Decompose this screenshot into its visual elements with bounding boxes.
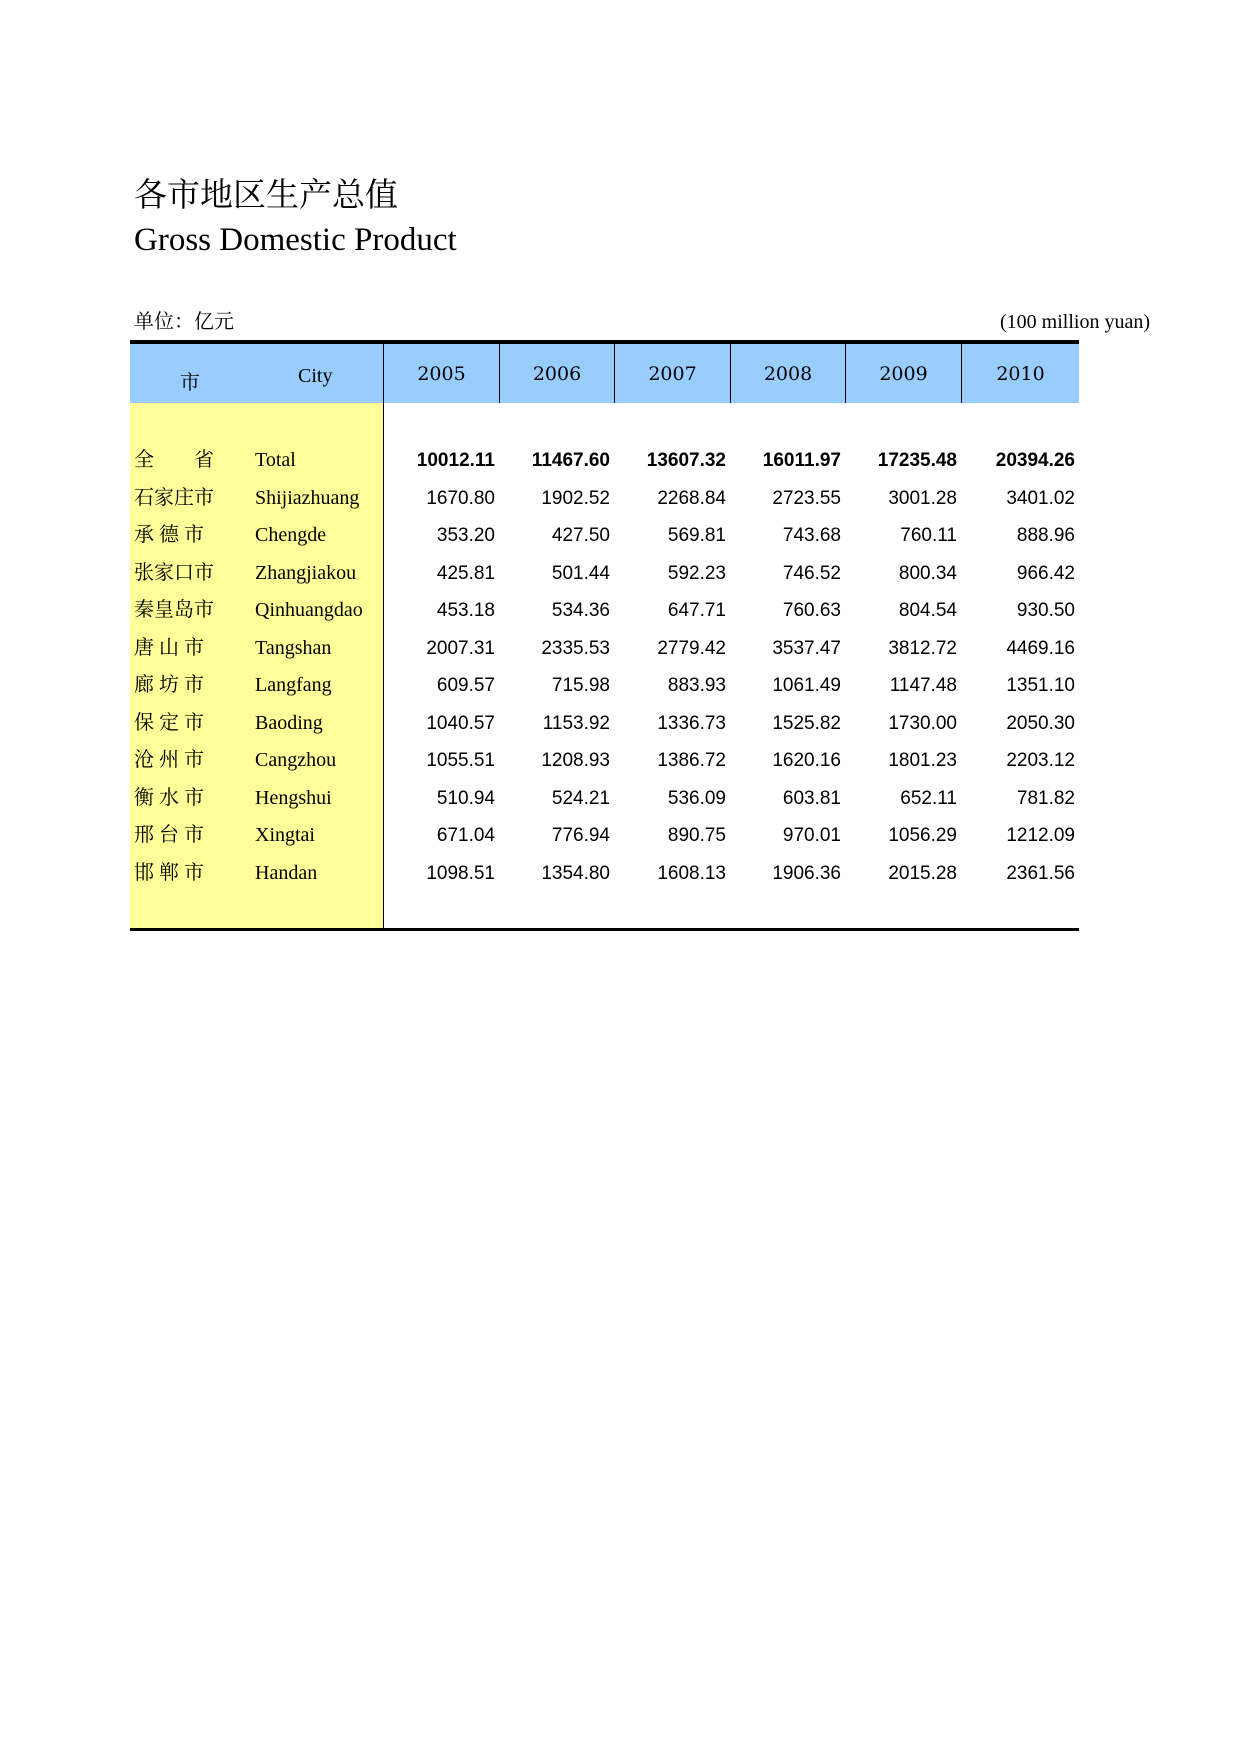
city-name-cn: 邢 台 市 [134, 824, 204, 846]
gdp-value-2009: 1730.00 [888, 712, 957, 734]
gdp-value-2005: 609.57 [436, 675, 495, 696]
gdp-value-2005: 425.81 [436, 562, 495, 584]
gdp-value-2006: 524.21 [551, 787, 610, 809]
gdp-value-2009: 1801.23 [888, 750, 957, 771]
gdp-value-2008: 1061.49 [772, 675, 841, 696]
table-row [130, 780, 1079, 817]
gdp-value-2010: 2361.56 [1006, 862, 1075, 884]
gdp-value-2007: 13607.32 [646, 450, 726, 471]
table-row [130, 592, 1079, 629]
gdp-value-2009: 17235.48 [877, 450, 957, 471]
gdp-value-2009: 652.11 [900, 787, 957, 809]
gdp-value-2007: 2268.84 [657, 487, 726, 509]
city-name-cn: 衡 水 市 [134, 786, 204, 809]
header-city-cn: 市 [180, 372, 200, 394]
city-name-cn: 沧 州 市 [134, 749, 204, 771]
gdp-value-2006: 501.44 [551, 562, 610, 584]
gdp-value-2006: 715.98 [551, 675, 610, 696]
gdp-value-2007: 647.71 [667, 600, 726, 621]
table-row [130, 555, 1079, 592]
unit-label-cn: 单位：亿元 [134, 311, 234, 333]
gdp-value-2009: 804.54 [898, 600, 957, 621]
city-name-en: Hengshui [255, 786, 332, 809]
gdp-value-2008: 746.52 [782, 562, 841, 584]
table-row [130, 667, 1079, 704]
gdp-value-2007: 1608.13 [657, 862, 726, 884]
gdp-value-2009: 760.11 [900, 525, 957, 546]
city-name-en: Baoding [255, 711, 323, 734]
city-name-en: Zhangjiakou [255, 561, 357, 584]
gdp-value-2008: 1525.82 [772, 712, 841, 734]
gdp-value-2009: 800.34 [898, 562, 957, 584]
gdp-value-2008: 970.01 [782, 825, 841, 846]
city-name-cn: 廊 坊 市 [134, 674, 204, 696]
header-year-3: 2008 [730, 344, 845, 403]
city-name-en: Qinhuangdao [255, 599, 363, 621]
gdp-value-2009: 1056.29 [888, 825, 957, 846]
gdp-value-2006: 1902.52 [541, 487, 610, 509]
city-name-cn: 张家口市 [134, 561, 214, 584]
gdp-value-2005: 510.94 [436, 787, 495, 809]
gdp-value-2010: 2203.12 [1006, 750, 1075, 771]
gdp-value-2005: 1040.57 [426, 712, 495, 734]
city-name-cn: 石家庄市 [134, 486, 214, 509]
gdp-value-2005: 1670.80 [426, 487, 495, 509]
city-name-cn: 保 定 市 [134, 711, 204, 734]
gdp-value-2006: 11467.60 [531, 450, 610, 471]
gdp-value-2006: 776.94 [551, 825, 610, 846]
gdp-table [130, 340, 1079, 932]
gdp-value-2008: 1906.36 [772, 862, 841, 884]
gdp-value-2005: 10012.11 [416, 450, 495, 471]
gdp-value-2010: 1351.10 [1006, 675, 1075, 696]
gdp-value-2010: 1212.09 [1006, 825, 1075, 846]
gdp-value-2005: 671.04 [436, 825, 495, 846]
city-name-en: Total [255, 449, 296, 471]
gdp-value-2007: 536.09 [667, 787, 726, 809]
gdp-value-2010: 2050.30 [1006, 712, 1075, 734]
gdp-value-2008: 3537.47 [772, 637, 841, 659]
city-name-en: Langfang [255, 674, 332, 696]
page-title-en: Gross Domestic Product [134, 222, 457, 258]
city-name-cn: 邯 郸 市 [134, 861, 204, 884]
gdp-value-2005: 1055.51 [426, 750, 495, 771]
gdp-value-2010: 966.42 [1016, 562, 1075, 584]
header-year-5: 2010 [961, 344, 1079, 403]
table-row [130, 742, 1079, 779]
gdp-value-2009: 3812.72 [888, 637, 957, 659]
gdp-value-2007: 569.81 [667, 525, 726, 546]
gdp-value-2010: 888.96 [1016, 525, 1075, 546]
header-year-2: 2007 [614, 344, 730, 403]
page-title-cn: 各市地区生产总值 [134, 178, 398, 214]
city-name-cn: 唐 山 市 [134, 636, 204, 659]
gdp-value-2006: 534.36 [551, 600, 610, 621]
table-row [130, 630, 1079, 667]
gdp-value-2007: 1386.72 [657, 750, 726, 771]
header-year-1: 2006 [499, 344, 614, 403]
gdp-value-2006: 1354.80 [541, 862, 610, 884]
table-row-total [130, 442, 1079, 479]
gdp-value-2007: 592.23 [667, 562, 726, 584]
city-name-cn: 秦皇岛市 [134, 599, 214, 621]
table-row [130, 705, 1079, 742]
header-city-cell [130, 344, 383, 403]
gdp-value-2010: 3401.02 [1006, 487, 1075, 509]
gdp-value-2008: 760.63 [782, 600, 841, 621]
header-year-0: 2005 [383, 344, 499, 403]
city-name-cn: 承 德 市 [134, 524, 204, 546]
gdp-value-2007: 890.75 [667, 825, 726, 846]
city-name-en: Cangzhou [255, 749, 337, 771]
gdp-value-2005: 2007.31 [426, 637, 495, 659]
header-year-4: 2009 [845, 344, 961, 403]
unit-label-en: (100 million yuan) [1000, 311, 1150, 333]
gdp-value-2007: 883.93 [667, 675, 726, 696]
gdp-value-2006: 1208.93 [541, 750, 610, 771]
gdp-value-2010: 930.50 [1016, 600, 1075, 621]
city-name-en: Shijiazhuang [255, 486, 360, 509]
gdp-value-2006: 427.50 [551, 525, 610, 546]
gdp-value-2005: 353.20 [436, 525, 495, 546]
table-row [130, 517, 1079, 554]
gdp-value-2010: 781.82 [1016, 787, 1075, 809]
gdp-value-2009: 1147.48 [889, 675, 957, 696]
gdp-value-2009: 2015.28 [888, 862, 957, 884]
gdp-value-2008: 1620.16 [772, 750, 841, 771]
gdp-value-2010: 4469.16 [1006, 637, 1075, 659]
table-row [130, 855, 1079, 892]
city-name-cn: 全 省 [134, 449, 214, 471]
gdp-value-2007: 2779.42 [657, 637, 726, 659]
table-bottom-rule [130, 928, 1079, 931]
city-name-en: Handan [255, 861, 318, 884]
table-row [130, 480, 1079, 517]
gdp-value-2007: 1336.73 [657, 712, 726, 734]
header-city-en: City [298, 365, 333, 387]
gdp-value-2008: 16011.97 [762, 450, 841, 471]
gdp-value-2005: 453.18 [436, 600, 495, 621]
gdp-value-2006: 2335.53 [541, 637, 610, 659]
gdp-value-2006: 1153.92 [542, 712, 610, 734]
city-name-en: Chengde [255, 524, 327, 546]
gdp-value-2010: 20394.26 [995, 450, 1075, 471]
gdp-value-2008: 2723.55 [772, 487, 841, 509]
gdp-value-2008: 603.81 [782, 787, 841, 809]
gdp-value-2009: 3001.28 [888, 487, 957, 509]
gdp-value-2008: 743.68 [782, 525, 841, 546]
table-row [130, 817, 1079, 854]
gdp-value-2005: 1098.51 [426, 862, 495, 884]
city-name-en: Tangshan [255, 636, 332, 659]
city-name-en: Xingtai [255, 824, 315, 846]
